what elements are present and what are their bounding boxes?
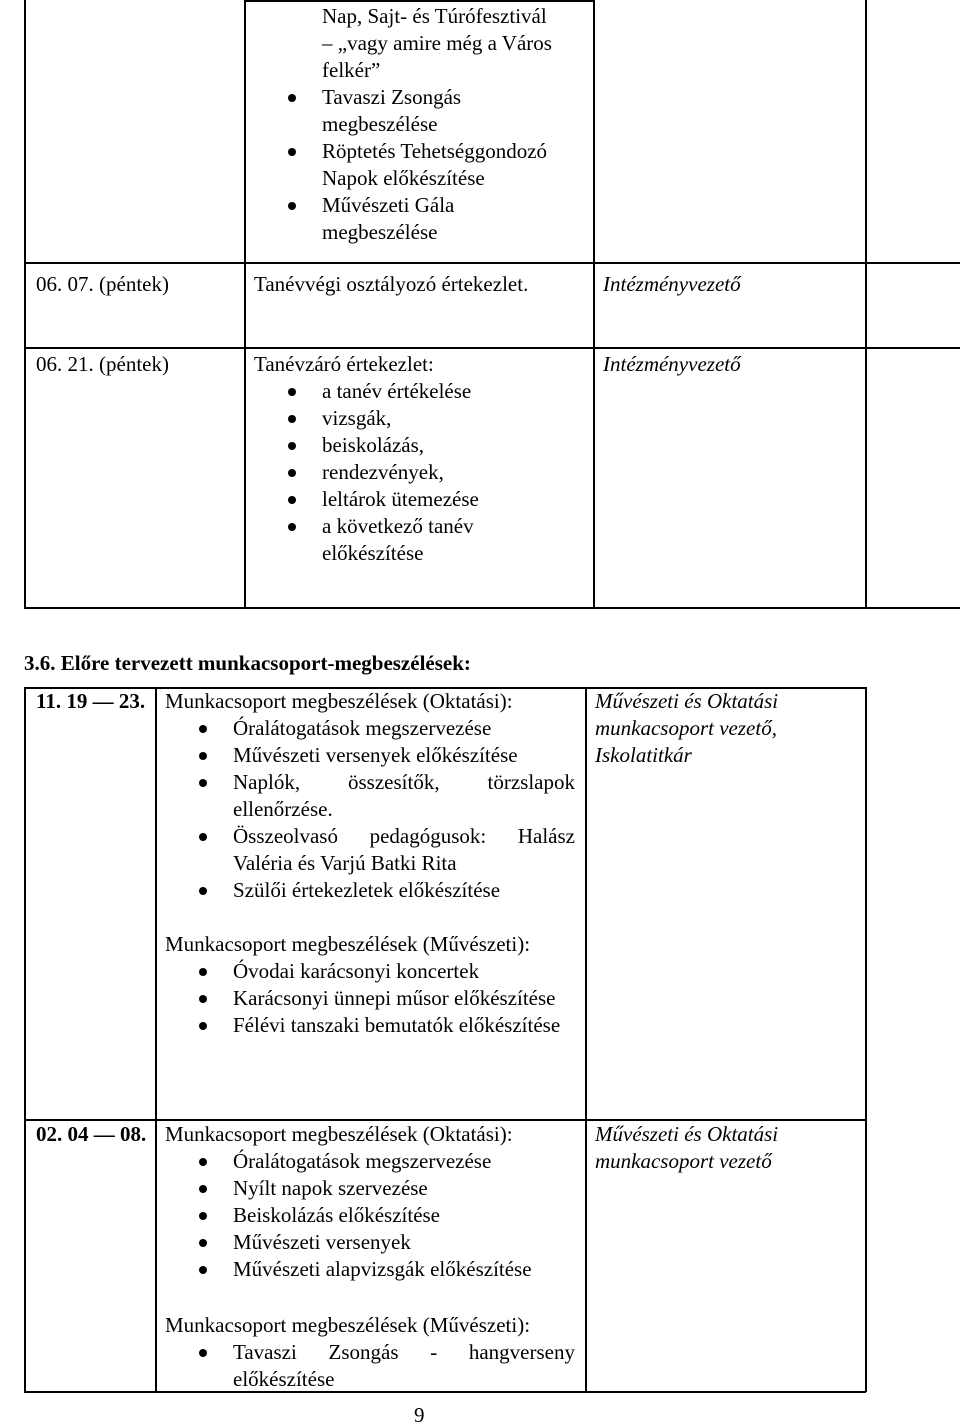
responsible-cell: Intézményvezető xyxy=(603,352,741,376)
list-item: Tavaszi Zsongás - hangverseny előkészítése xyxy=(165,1339,575,1393)
list-item: Óralátogatások megszervezése xyxy=(165,715,575,742)
date-cell: 02. 04 — 08. xyxy=(36,1122,147,1146)
table-border xyxy=(24,262,960,264)
date-cell: 06. 07. (péntek) xyxy=(36,272,169,296)
list-item: Összeolvasó pedagógusok: Halász Valéria és Varjú Batki Rita xyxy=(165,823,575,877)
table-border xyxy=(865,0,867,608)
section-heading: 3.6. Előre tervezett munkacsoport-megbeszélések: xyxy=(24,651,471,675)
meeting-bullet-list xyxy=(165,958,575,1039)
event-cell: Tanévvégi osztályozó értekezlet. xyxy=(254,272,529,296)
list-item: a tanév értékelése xyxy=(254,378,584,405)
table-border xyxy=(585,687,587,1392)
block-intro: Munkacsoport megbeszélések (Oktatási): xyxy=(165,1122,513,1146)
list-item: Óralátogatások megszervezése xyxy=(165,1148,575,1175)
responsible-cell: Művészeti és Oktatási munkacsoport vezető, Iskolatitkár xyxy=(595,689,779,767)
responsible-cell: Intézményvezető xyxy=(603,272,741,296)
event-bullet-list xyxy=(254,84,594,246)
table-border xyxy=(244,0,246,608)
date-cell: 06. 21. (péntek) xyxy=(36,352,169,376)
list-item: Beiskolázás előkészítése xyxy=(165,1202,575,1229)
event-line: – „vagy amire még a Város felkér” xyxy=(322,31,552,82)
page-number: 9 xyxy=(414,1403,425,1426)
list-item: Naplók, összesítők, törzslapok ellenőrzése. xyxy=(165,769,575,823)
table-border xyxy=(24,347,960,349)
list-item: Óvodai karácsonyi koncertek xyxy=(165,958,575,985)
list-item: Félévi tanszaki bemutatók előkészítése xyxy=(165,1012,575,1039)
list-item: rendezvények, xyxy=(254,459,584,486)
list-item: Művészeti Gála megbeszélése xyxy=(254,192,494,246)
meeting-bullet-list xyxy=(165,715,575,904)
table-border xyxy=(244,0,594,2)
list-item: a következő tanév előkészítése xyxy=(254,513,504,567)
list-item: vizsgák, xyxy=(254,405,584,432)
block-intro: Munkacsoport megbeszélések (Művészeti): xyxy=(165,1313,531,1337)
meeting-bullet-list xyxy=(165,1148,575,1283)
list-item: Nyílt napok szervezése xyxy=(165,1175,575,1202)
list-item: Művészeti versenyek előkészítése xyxy=(165,742,575,769)
list-item: Művészeti versenyek xyxy=(165,1229,575,1256)
table-border xyxy=(24,0,26,608)
block-intro: Munkacsoport megbeszélések (Művészeti): xyxy=(165,932,531,956)
date-cell: 11. 19 — 23. xyxy=(36,689,146,713)
responsible-cell: Művészeti és Oktatási munkacsoport vezető xyxy=(595,1122,779,1173)
table-border xyxy=(865,687,867,1392)
table-border xyxy=(155,687,157,1392)
block-intro: Munkacsoport megbeszélések (Oktatási): xyxy=(165,689,513,713)
event-bullet-list xyxy=(254,378,584,567)
list-item: Szülői értekezletek előkészítése xyxy=(165,877,575,904)
event-cell xyxy=(322,3,592,84)
list-item: Művészeti alapvizsgák előkészítése xyxy=(165,1256,575,1283)
event-line: Nap, Sajt- és Túrófesztivál xyxy=(322,4,547,28)
list-item: Tavaszi Zsongás megbeszélése xyxy=(254,84,494,138)
list-item: leltárok ütemezése xyxy=(254,486,584,513)
event-intro: Tanévzáró értekezlet: xyxy=(254,352,434,376)
table-border xyxy=(24,607,960,609)
list-item: Karácsonyi ünnepi műsor előkészítése xyxy=(165,985,575,1012)
list-item: Röptetés Tehetséggondozó Napok előkészítése xyxy=(254,138,594,192)
meeting-bullet-list xyxy=(165,1339,575,1393)
list-item: beiskolázás, xyxy=(254,432,584,459)
table-border xyxy=(24,687,26,1392)
